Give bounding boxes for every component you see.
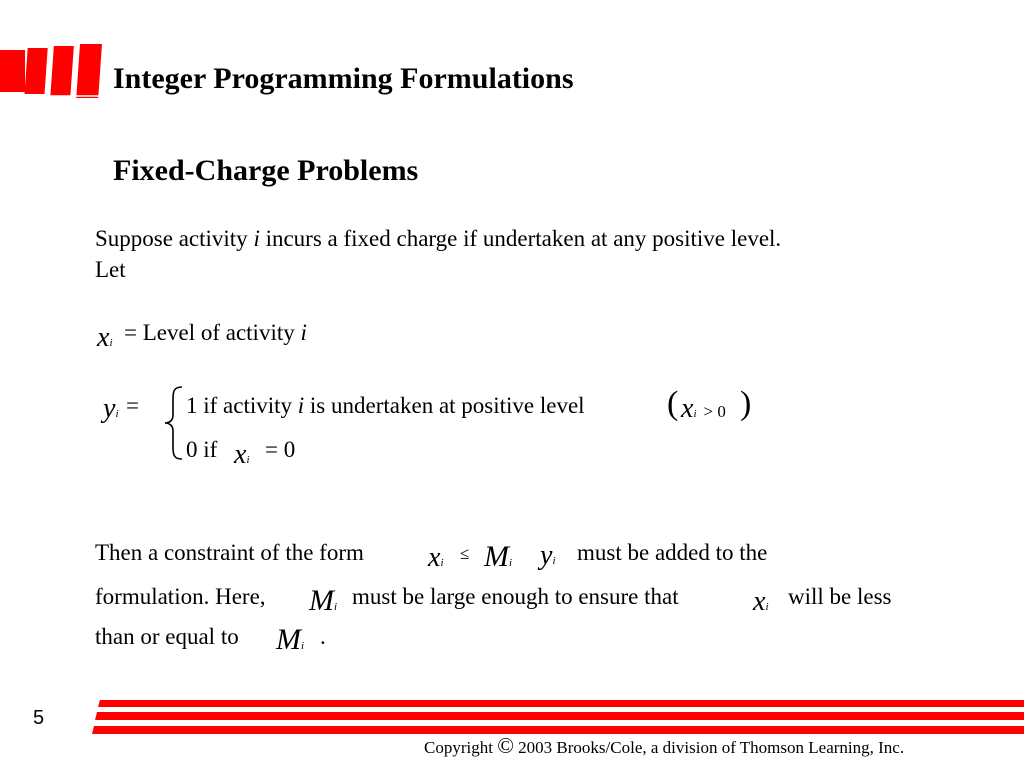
case1-text-a: 1 if activity: [186, 393, 298, 418]
constraint-line-2-M: [309, 584, 337, 618]
case1-condition: [681, 393, 726, 425]
case1-var-i: i: [297, 393, 305, 418]
constraint-line-3-M: [276, 623, 304, 657]
constraint-line-2-x: [753, 586, 769, 618]
case1-cond-sub: i: [693, 408, 697, 420]
x-def-text: Level of activity: [136, 320, 301, 345]
constraint-x-sub: i: [440, 557, 444, 569]
x-eq: =: [124, 320, 137, 345]
constraint-leq: ≤: [460, 544, 470, 563]
logo-red-bars: [0, 44, 108, 98]
intro-line-1: [95, 226, 781, 252]
y-case-2-label: 0 if: [186, 437, 218, 462]
y-case-2-var: [234, 439, 250, 471]
footer-red-lines: [0, 698, 1024, 738]
line3-M-var: M: [276, 623, 301, 656]
case1-cond-op: > 0: [703, 402, 726, 421]
constraint-line-3-a: than or equal to: [95, 624, 239, 649]
case1-paren-open: (: [667, 385, 679, 422]
page-number: 5: [33, 707, 45, 729]
constraint-y: [540, 540, 556, 572]
line2-M-sub: i: [334, 601, 338, 613]
intro-var-i: i: [253, 226, 260, 251]
constraint-y-sub: i: [552, 555, 556, 567]
line2-M-var: M: [309, 584, 334, 617]
case1-text-b: is undertaken at positive level: [304, 393, 585, 418]
case2-x: x: [234, 439, 247, 470]
case1-paren-close: ): [740, 385, 752, 422]
constraint-line-2-c: will be less: [788, 584, 892, 609]
x-sub: i: [109, 337, 113, 349]
copyright-text-b: 2003 Brooks/Cole, a division of Thomson Learning, Inc.: [518, 738, 905, 757]
y-case-1: [186, 393, 585, 419]
constraint-line-1-a: Then a constraint of the form: [95, 540, 364, 565]
copyright-symbol: ©: [497, 733, 514, 758]
y-var: y: [103, 393, 116, 424]
line2-x-sub: i: [765, 601, 769, 613]
x-definition-text: [124, 320, 307, 346]
intro-line-2: Let: [95, 257, 126, 282]
constraint-M: [484, 540, 512, 574]
copyright-notice: [424, 733, 904, 759]
y-definition: [103, 393, 119, 425]
y-sub: i: [115, 408, 119, 420]
constraint-line-3-dot: .: [320, 624, 326, 649]
line2-x-var: x: [753, 586, 766, 617]
constraint-M-sub: i: [509, 557, 513, 569]
y-eq: =: [126, 393, 139, 418]
constraint-M-var: M: [484, 540, 509, 573]
constraint-x: [428, 542, 444, 574]
x-definition: [97, 322, 113, 354]
copyright-text-a: Copyright: [424, 738, 493, 757]
x-var: x: [97, 322, 110, 353]
y-case-2-eq: = 0: [265, 437, 296, 462]
constraint-line-2-b: must be large enough to ensure that: [352, 584, 679, 609]
intro-text-a: Suppose activity: [95, 226, 254, 251]
x-def-var-i: i: [300, 320, 307, 345]
slide-title: Integer Programming Formulations: [113, 62, 574, 95]
case1-cond-x: x: [681, 393, 694, 424]
line3-M-sub: i: [301, 640, 305, 652]
constraint-line-1-b: must be added to the: [577, 540, 768, 565]
intro-text-b: incurs a fixed charge if undertaken at any positive level.: [259, 226, 782, 251]
slide-subtitle: Fixed-Charge Problems: [113, 154, 419, 187]
constraint-y-var: y: [540, 540, 553, 571]
left-brace: [162, 385, 184, 461]
case2-sub: i: [246, 454, 250, 466]
constraint-x-var: x: [428, 542, 441, 573]
constraint-line-2-a: formulation. Here,: [95, 584, 266, 609]
